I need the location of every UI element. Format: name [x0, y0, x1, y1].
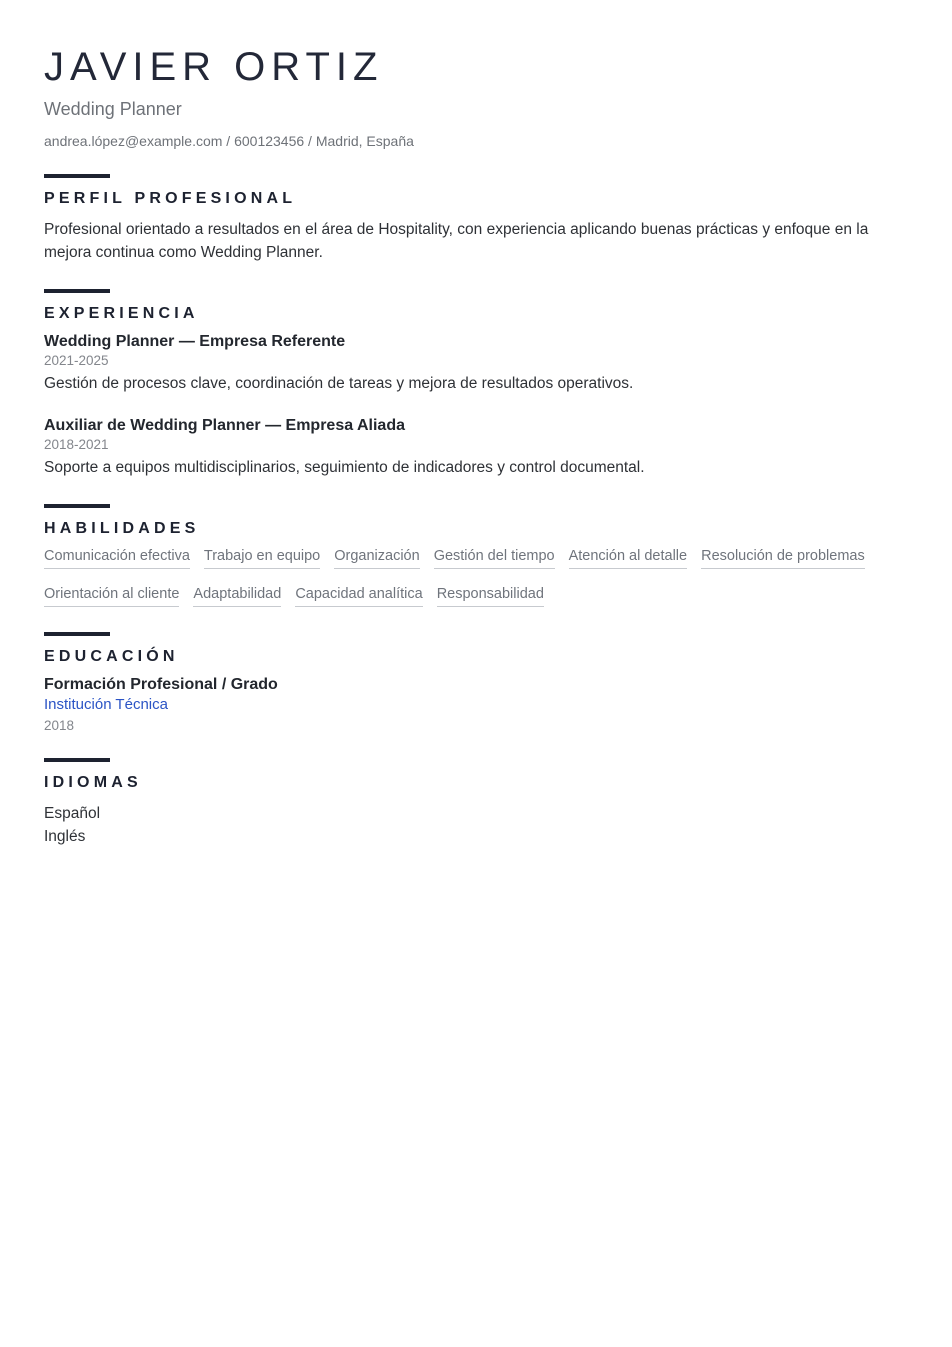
- skill-item: Gestión del tiempo: [434, 548, 555, 569]
- section-skills: [44, 504, 908, 607]
- skill-item: Organización: [334, 548, 419, 569]
- candidate-job-title: Wedding Planner: [44, 99, 182, 119]
- section-accent-bar: [44, 758, 110, 762]
- language-item: Inglés: [44, 828, 86, 845]
- section-heading-profile: PERFIL PROFESIONAL: [44, 190, 297, 207]
- skill-item: Capacidad analítica: [295, 586, 422, 607]
- job-description: Soporte a equipos multidisciplinarios, seguimiento de indicadores y control documental.: [44, 459, 645, 476]
- job-entry: [44, 417, 908, 479]
- skill-item: Atención al detalle: [569, 548, 688, 569]
- section-heading-languages: IDIOMAS: [44, 774, 142, 791]
- job-description: Gestión de procesos clave, coordinación de tareas y mejora de resultados operativos.: [44, 375, 634, 392]
- profile-summary-text: Profesional orientado a resultados en el área de Hospitality, con experiencia aplicando buenas prácticas y enfoque en la mejora continua como Wedding Planner.: [44, 221, 869, 261]
- job-dates: 2018-2021: [44, 437, 109, 452]
- education-degree: Formación Profesional / Grado: [44, 676, 278, 693]
- contact-line: andrea.lópez@example.com / 600123456 / Madrid, España: [44, 133, 414, 149]
- section-accent-bar: [44, 504, 110, 508]
- section-heading-education: EDUCACIÓN: [44, 648, 179, 665]
- resume-header: [44, 44, 908, 149]
- skill-item: Responsabilidad: [437, 586, 544, 607]
- language-item: Español: [44, 805, 101, 822]
- job-title: Wedding Planner — Empresa Referente: [44, 333, 346, 350]
- section-education: [44, 632, 908, 733]
- section-languages: [44, 758, 908, 848]
- skill-item: Trabajo en equipo: [204, 548, 320, 569]
- skills-list: [44, 548, 908, 607]
- job-entry: [44, 333, 908, 395]
- education-entry: [44, 676, 908, 733]
- candidate-name: JAVIER ORTIZ: [44, 45, 384, 89]
- job-title: Auxiliar de Wedding Planner — Empresa Aliada: [44, 417, 405, 434]
- section-accent-bar: [44, 289, 110, 293]
- section-profile: [44, 174, 908, 264]
- education-year: 2018: [44, 718, 75, 733]
- job-dates: 2021-2025: [44, 353, 109, 368]
- section-accent-bar: [44, 174, 110, 178]
- skill-item: Adaptabilidad: [193, 586, 281, 607]
- section-experience: [44, 289, 908, 479]
- section-heading-experience: EXPERIENCIA: [44, 305, 199, 322]
- section-accent-bar: [44, 632, 110, 636]
- education-institution-link[interactable]: Institución Técnica: [44, 696, 168, 713]
- skill-item: Orientación al cliente: [44, 586, 179, 607]
- skill-item: Resolución de problemas: [701, 548, 865, 569]
- section-heading-skills: HABILIDADES: [44, 520, 200, 537]
- skill-item: Comunicación efectiva: [44, 548, 190, 569]
